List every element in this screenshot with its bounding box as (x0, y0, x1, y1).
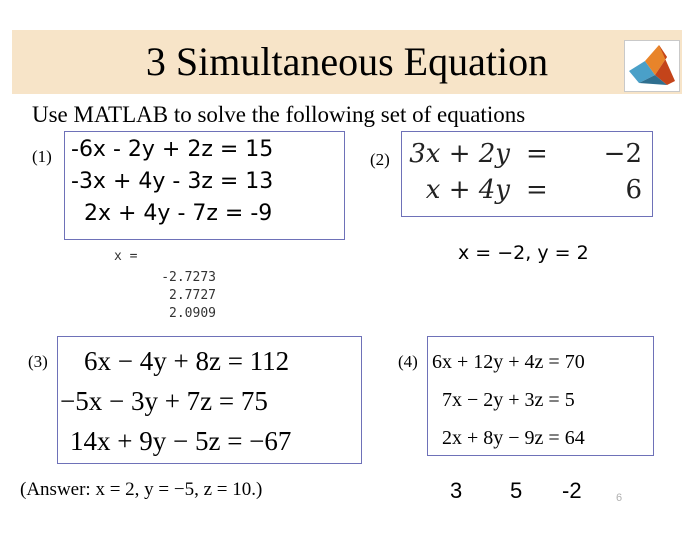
equation-lhs: x + 4y (425, 175, 510, 205)
problem-3-label: (3) (28, 352, 48, 371)
output-value: 2.7727 (169, 288, 216, 303)
problem-4-box (427, 336, 654, 456)
title-banner (12, 30, 682, 94)
page-number: 6 (616, 492, 623, 504)
matlab-logo-icon (624, 40, 680, 92)
result-value: 5 (510, 478, 523, 503)
result-value: -2 (562, 478, 582, 503)
equation-rhs: 6 (625, 175, 642, 205)
equation-eq: = (526, 175, 548, 205)
problem-1-box (64, 131, 345, 240)
equation: 2x + 4y - 7z = -9 (84, 201, 273, 226)
problem-3-box (57, 336, 362, 464)
equation-eq: = (526, 139, 548, 169)
matlab-output-values (148, 270, 216, 322)
page-title: 3 Simultaneous Equation (145, 39, 549, 84)
equation: 7x − 2y + 3z = 5 (442, 389, 575, 411)
result-value: 3 (450, 478, 463, 503)
equation-lhs: 3x + 2y (409, 139, 510, 169)
output-value: -2.7273 (161, 270, 216, 285)
equation-rhs: −2 (603, 139, 642, 169)
problem-2-label: (2) (370, 150, 390, 169)
equation: -3x + 4y - 3z = 13 (71, 169, 274, 194)
solution-2: x = −2, y = 2 (458, 242, 589, 264)
equation: -6x - 2y + 2z = 15 (71, 137, 274, 162)
answer-3: (Answer: x = 2, y = −5, z = 10.) (20, 479, 263, 500)
instructions: Use MATLAB to solve the following set of equations (32, 102, 526, 127)
matlab-output-header: x = (114, 249, 138, 264)
equation: 6x − 4y + 8z = 112 (84, 346, 290, 376)
equation: 6x + 12y + 4z = 70 (432, 351, 585, 373)
equation: −5x − 3y + 7z = 75 (60, 386, 268, 416)
problem-1-label: (1) (32, 147, 52, 166)
problem-4-label: (4) (398, 352, 418, 371)
output-value: 2.0909 (169, 306, 216, 321)
equation: 14x + 9y − 5z = −67 (70, 426, 292, 456)
equation: 2x + 8y − 9z = 64 (442, 427, 585, 449)
problem-2-box (401, 131, 653, 217)
